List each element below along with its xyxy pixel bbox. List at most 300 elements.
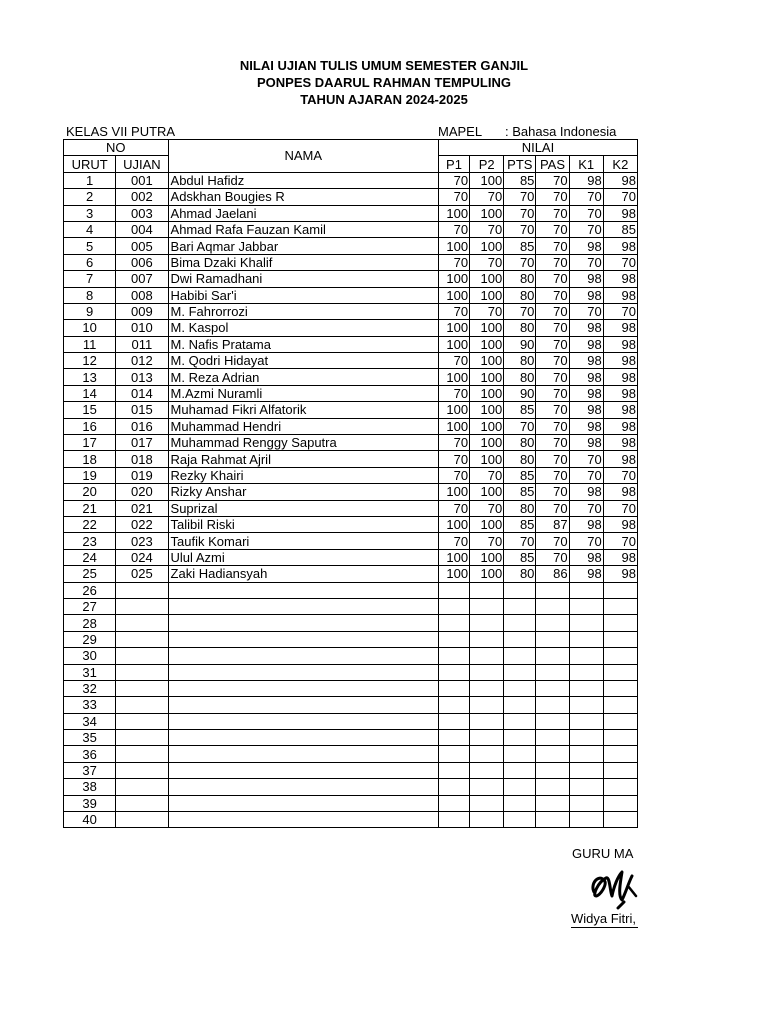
cell-urut: 2	[64, 189, 116, 205]
cell-k2: 98	[603, 484, 637, 500]
cell-k1: 98	[569, 287, 603, 303]
cell-ujian	[116, 746, 168, 762]
cell-p2: 100	[470, 418, 504, 434]
cell-k2	[603, 812, 637, 828]
cell-pts: 85	[504, 402, 536, 418]
cell-pas	[536, 812, 569, 828]
cell-pas	[536, 713, 569, 729]
cell-pts	[504, 631, 536, 647]
cell-nama	[168, 615, 438, 631]
cell-urut: 14	[64, 385, 116, 401]
cell-k1: 70	[569, 254, 603, 270]
cell-pas: 70	[536, 500, 569, 516]
cell-pas: 70	[536, 533, 569, 549]
cell-k1: 70	[569, 500, 603, 516]
cell-p1	[438, 582, 469, 598]
cell-p1: 70	[438, 451, 469, 467]
table-row	[64, 484, 638, 500]
cell-pas: 70	[536, 271, 569, 287]
cell-k2: 98	[603, 451, 637, 467]
cell-pas	[536, 779, 569, 795]
table-row	[64, 648, 638, 664]
table-row	[64, 664, 638, 680]
cell-k1	[569, 648, 603, 664]
cell-k1	[569, 680, 603, 696]
cell-pas	[536, 615, 569, 631]
cell-k2: 98	[603, 336, 637, 352]
cell-nama	[168, 713, 438, 729]
cell-nama	[168, 697, 438, 713]
cell-pts	[504, 697, 536, 713]
mapel-value: : Bahasa Indonesia	[505, 124, 617, 139]
cell-k2	[603, 664, 637, 680]
cell-urut: 13	[64, 369, 116, 385]
cell-k1: 70	[569, 303, 603, 319]
cell-p1: 100	[438, 484, 469, 500]
table-row	[64, 451, 638, 467]
cell-p2: 100	[470, 205, 504, 221]
doc-title-line-3: TAHUN AJARAN 2024-2025	[300, 92, 468, 107]
cell-pts: 85	[504, 549, 536, 565]
cell-p2: 100	[470, 484, 504, 500]
cell-p2: 70	[470, 500, 504, 516]
signature-mark	[588, 862, 644, 910]
cell-ujian: 024	[116, 549, 168, 565]
cell-nama: Muhammad Hendri	[168, 418, 438, 434]
cell-urut: 21	[64, 500, 116, 516]
cell-p1: 100	[438, 369, 469, 385]
cell-p1: 100	[438, 320, 469, 336]
cell-urut: 35	[64, 730, 116, 746]
cell-ujian	[116, 582, 168, 598]
table-row	[64, 680, 638, 696]
cell-urut: 11	[64, 336, 116, 352]
doc-title-line-1: NILAI UJIAN TULIS UMUM SEMESTER GANJIL	[239, 58, 529, 73]
cell-p2: 70	[470, 221, 504, 237]
cell-p1: 70	[438, 385, 469, 401]
cell-pts: 80	[504, 271, 536, 287]
cell-p1: 100	[438, 287, 469, 303]
cell-urut: 29	[64, 631, 116, 647]
cell-nama: M. Reza Adrian	[168, 369, 438, 385]
table-row	[64, 615, 638, 631]
cell-pas: 70	[536, 435, 569, 451]
cell-urut: 32	[64, 680, 116, 696]
cell-urut: 16	[64, 418, 116, 434]
mapel-label: MAPEL	[438, 124, 483, 139]
table-row	[64, 271, 638, 287]
header-k1: K1	[569, 156, 603, 172]
cell-nama	[168, 812, 438, 828]
cell-k1: 98	[569, 385, 603, 401]
cell-k2: 85	[603, 221, 637, 237]
cell-k1: 70	[569, 205, 603, 221]
cell-pts: 80	[504, 369, 536, 385]
cell-pas: 70	[536, 467, 569, 483]
cell-k2: 98	[603, 566, 637, 582]
cell-pts	[504, 762, 536, 778]
cell-p2: 100	[470, 402, 504, 418]
cell-ujian: 009	[116, 303, 168, 319]
header-p2: P2	[470, 156, 504, 172]
cell-urut: 10	[64, 320, 116, 336]
table-row	[64, 762, 638, 778]
cell-k1	[569, 697, 603, 713]
cell-ujian: 008	[116, 287, 168, 303]
cell-p1: 100	[438, 271, 469, 287]
cell-pas	[536, 582, 569, 598]
cell-pts: 80	[504, 320, 536, 336]
cell-pas: 70	[536, 385, 569, 401]
cell-ujian: 022	[116, 516, 168, 532]
table-row	[64, 336, 638, 352]
cell-pas: 70	[536, 254, 569, 270]
table-row	[64, 418, 638, 434]
cell-k1	[569, 713, 603, 729]
cell-p1: 100	[438, 402, 469, 418]
cell-urut: 12	[64, 353, 116, 369]
cell-nama: Bari Aqmar Jabbar	[168, 238, 438, 254]
cell-urut: 36	[64, 746, 116, 762]
cell-pts: 85	[504, 516, 536, 532]
cell-urut: 19	[64, 467, 116, 483]
cell-k2: 70	[603, 467, 637, 483]
cell-ujian: 018	[116, 451, 168, 467]
cell-pts	[504, 730, 536, 746]
cell-p1: 70	[438, 221, 469, 237]
cell-k2: 70	[603, 189, 637, 205]
cell-nama	[168, 746, 438, 762]
cell-pas: 70	[536, 549, 569, 565]
cell-k1: 98	[569, 516, 603, 532]
cell-ujian: 017	[116, 435, 168, 451]
cell-k1: 98	[569, 353, 603, 369]
cell-p2	[470, 713, 504, 729]
cell-p2	[470, 631, 504, 647]
table-row	[64, 287, 638, 303]
cell-pas: 70	[536, 205, 569, 221]
cell-ujian: 019	[116, 467, 168, 483]
cell-nama: M. Qodri Hidayat	[168, 353, 438, 369]
cell-ujian: 020	[116, 484, 168, 500]
cell-k2	[603, 582, 637, 598]
cell-p1: 70	[438, 303, 469, 319]
cell-k1: 98	[569, 336, 603, 352]
cell-ujian	[116, 730, 168, 746]
cell-pts	[504, 582, 536, 598]
table-row	[64, 353, 638, 369]
cell-pts	[504, 615, 536, 631]
cell-urut: 39	[64, 795, 116, 811]
cell-urut: 28	[64, 615, 116, 631]
cell-urut: 20	[64, 484, 116, 500]
cell-p1	[438, 615, 469, 631]
cell-ujian	[116, 598, 168, 614]
cell-pts: 85	[504, 467, 536, 483]
cell-p2: 100	[470, 549, 504, 565]
cell-ujian	[116, 762, 168, 778]
cell-p1: 70	[438, 533, 469, 549]
cell-p2	[470, 648, 504, 664]
cell-p2: 70	[470, 467, 504, 483]
cell-p1: 100	[438, 205, 469, 221]
cell-p1: 100	[438, 549, 469, 565]
cell-k1: 98	[569, 172, 603, 188]
cell-p1	[438, 730, 469, 746]
cell-nama: Raja Rahmat Ajril	[168, 451, 438, 467]
cell-pas: 70	[536, 418, 569, 434]
cell-ujian	[116, 648, 168, 664]
cell-ujian: 025	[116, 566, 168, 582]
cell-pas: 70	[536, 353, 569, 369]
cell-pts	[504, 812, 536, 828]
cell-pts: 70	[504, 303, 536, 319]
cell-urut: 4	[64, 221, 116, 237]
cell-p1	[438, 746, 469, 762]
cell-p2: 70	[470, 303, 504, 319]
cell-k1: 98	[569, 238, 603, 254]
cell-nama: Muhammad Renggy Saputra	[168, 435, 438, 451]
cell-pas: 70	[536, 172, 569, 188]
cell-k1: 98	[569, 418, 603, 434]
cell-k1	[569, 582, 603, 598]
table-row	[64, 254, 638, 270]
cell-k2: 98	[603, 205, 637, 221]
cell-nama	[168, 680, 438, 696]
cell-ujian: 010	[116, 320, 168, 336]
table-row	[64, 385, 638, 401]
table-row	[64, 779, 638, 795]
cell-k2: 70	[603, 303, 637, 319]
cell-p2	[470, 795, 504, 811]
cell-nama	[168, 779, 438, 795]
cell-p2: 100	[470, 435, 504, 451]
cell-ujian: 015	[116, 402, 168, 418]
table-row	[64, 746, 638, 762]
cell-p2	[470, 598, 504, 614]
cell-k1: 70	[569, 189, 603, 205]
cell-k1: 70	[569, 467, 603, 483]
cell-pts: 80	[504, 353, 536, 369]
cell-nama: Abdul Hafidz	[168, 172, 438, 188]
cell-urut: 17	[64, 435, 116, 451]
cell-k1: 98	[569, 320, 603, 336]
cell-p1: 70	[438, 467, 469, 483]
cell-urut: 25	[64, 566, 116, 582]
cell-p1: 100	[438, 566, 469, 582]
cell-p1: 100	[438, 238, 469, 254]
cell-urut: 7	[64, 271, 116, 287]
cell-nama: Bima Dzaki Khalif	[168, 254, 438, 270]
cell-p2: 100	[470, 238, 504, 254]
cell-k1	[569, 812, 603, 828]
cell-p2: 100	[470, 353, 504, 369]
cell-nama	[168, 762, 438, 778]
cell-ujian: 001	[116, 172, 168, 188]
cell-ujian	[116, 697, 168, 713]
cell-pts: 80	[504, 566, 536, 582]
cell-k1	[569, 746, 603, 762]
cell-urut: 24	[64, 549, 116, 565]
cell-k2: 98	[603, 320, 637, 336]
cell-p2	[470, 582, 504, 598]
table-row	[64, 582, 638, 598]
cell-pts: 70	[504, 418, 536, 434]
cell-nama: Rezky Khairi	[168, 467, 438, 483]
table-row	[64, 566, 638, 582]
cell-pas: 70	[536, 221, 569, 237]
cell-p1	[438, 648, 469, 664]
cell-pts: 70	[504, 533, 536, 549]
cell-ujian: 023	[116, 533, 168, 549]
cell-pts: 70	[504, 205, 536, 221]
cell-ujian: 011	[116, 336, 168, 352]
cell-k2: 98	[603, 287, 637, 303]
cell-p1: 70	[438, 435, 469, 451]
cell-pts	[504, 713, 536, 729]
cell-nama: Taufik Komari	[168, 533, 438, 549]
cell-ujian: 007	[116, 271, 168, 287]
header-p1: P1	[438, 156, 469, 172]
cell-nama: Rizky Anshar	[168, 484, 438, 500]
header-no: NO	[64, 140, 169, 156]
cell-p2	[470, 615, 504, 631]
cell-p2: 100	[470, 172, 504, 188]
cell-p2: 100	[470, 516, 504, 532]
table-row	[64, 238, 638, 254]
cell-k2	[603, 762, 637, 778]
cell-urut: 15	[64, 402, 116, 418]
cell-p1	[438, 598, 469, 614]
cell-k2: 70	[603, 500, 637, 516]
table-row	[64, 320, 638, 336]
cell-p2	[470, 697, 504, 713]
cell-pts	[504, 779, 536, 795]
cell-k2: 98	[603, 271, 637, 287]
table-row	[64, 189, 638, 205]
cell-nama: Adskhan Bougies R	[168, 189, 438, 205]
cell-pts: 80	[504, 435, 536, 451]
table-row	[64, 549, 638, 565]
cell-ujian	[116, 795, 168, 811]
cell-pas	[536, 680, 569, 696]
cell-p2	[470, 730, 504, 746]
cell-pas: 70	[536, 303, 569, 319]
cell-k1	[569, 762, 603, 778]
cell-p1	[438, 812, 469, 828]
table-row	[64, 467, 638, 483]
cell-p2: 70	[470, 254, 504, 270]
cell-p2: 100	[470, 451, 504, 467]
cell-k1	[569, 779, 603, 795]
cell-pts: 70	[504, 221, 536, 237]
cell-urut: 1	[64, 172, 116, 188]
table-row	[64, 435, 638, 451]
cell-k2: 70	[603, 533, 637, 549]
header-ujian: UJIAN	[116, 156, 168, 172]
table-row	[64, 730, 638, 746]
cell-p1: 70	[438, 189, 469, 205]
cell-k2	[603, 680, 637, 696]
cell-p2	[470, 812, 504, 828]
cell-urut: 9	[64, 303, 116, 319]
cell-k2: 98	[603, 353, 637, 369]
cell-pts: 90	[504, 336, 536, 352]
cell-ujian	[116, 615, 168, 631]
cell-k1: 98	[569, 549, 603, 565]
cell-pas	[536, 664, 569, 680]
table-row	[64, 516, 638, 532]
cell-k1: 98	[569, 402, 603, 418]
cell-p2: 100	[470, 320, 504, 336]
cell-nama: Ahmad Rafa Fauzan Kamil	[168, 221, 438, 237]
table-row	[64, 205, 638, 221]
cell-k2: 98	[603, 435, 637, 451]
cell-nama: Ahmad Jaelani	[168, 205, 438, 221]
cell-pts: 70	[504, 189, 536, 205]
cell-k1: 70	[569, 221, 603, 237]
cell-urut: 5	[64, 238, 116, 254]
cell-k1: 70	[569, 533, 603, 549]
cell-pas	[536, 631, 569, 647]
kelas-label: KELAS VII PUTRA	[66, 124, 176, 139]
cell-pas: 70	[536, 369, 569, 385]
cell-p1: 70	[438, 254, 469, 270]
cell-p2: 70	[470, 533, 504, 549]
cell-pas: 70	[536, 287, 569, 303]
cell-p1	[438, 762, 469, 778]
cell-p1	[438, 631, 469, 647]
cell-nama: Muhamad Fikri Alfatorik	[168, 402, 438, 418]
cell-k1: 98	[569, 566, 603, 582]
cell-ujian	[116, 631, 168, 647]
cell-urut: 40	[64, 812, 116, 828]
cell-urut: 3	[64, 205, 116, 221]
cell-nama: Talibil Riski	[168, 516, 438, 532]
cell-pts: 80	[504, 451, 536, 467]
cell-nama: Suprizal	[168, 500, 438, 516]
cell-pas	[536, 598, 569, 614]
cell-pas: 70	[536, 320, 569, 336]
cell-k2: 70	[603, 254, 637, 270]
cell-urut: 27	[64, 598, 116, 614]
cell-p2	[470, 664, 504, 680]
cell-ujian: 003	[116, 205, 168, 221]
table-row	[64, 697, 638, 713]
header-urut: URUT	[64, 156, 116, 172]
table-row	[64, 598, 638, 614]
cell-p1: 100	[438, 336, 469, 352]
cell-ujian: 016	[116, 418, 168, 434]
cell-urut: 23	[64, 533, 116, 549]
cell-urut: 6	[64, 254, 116, 270]
cell-p2	[470, 762, 504, 778]
cell-p2	[470, 779, 504, 795]
cell-nama: Dwi Ramadhani	[168, 271, 438, 287]
table-row	[64, 303, 638, 319]
cell-p2: 100	[470, 369, 504, 385]
cell-k2: 98	[603, 385, 637, 401]
cell-p1: 100	[438, 418, 469, 434]
header-k2: K2	[603, 156, 637, 172]
cell-p2: 100	[470, 566, 504, 582]
cell-pts	[504, 795, 536, 811]
cell-k2	[603, 713, 637, 729]
cell-p1: 70	[438, 172, 469, 188]
cell-urut: 30	[64, 648, 116, 664]
cell-pas: 86	[536, 566, 569, 582]
cell-urut: 26	[64, 582, 116, 598]
